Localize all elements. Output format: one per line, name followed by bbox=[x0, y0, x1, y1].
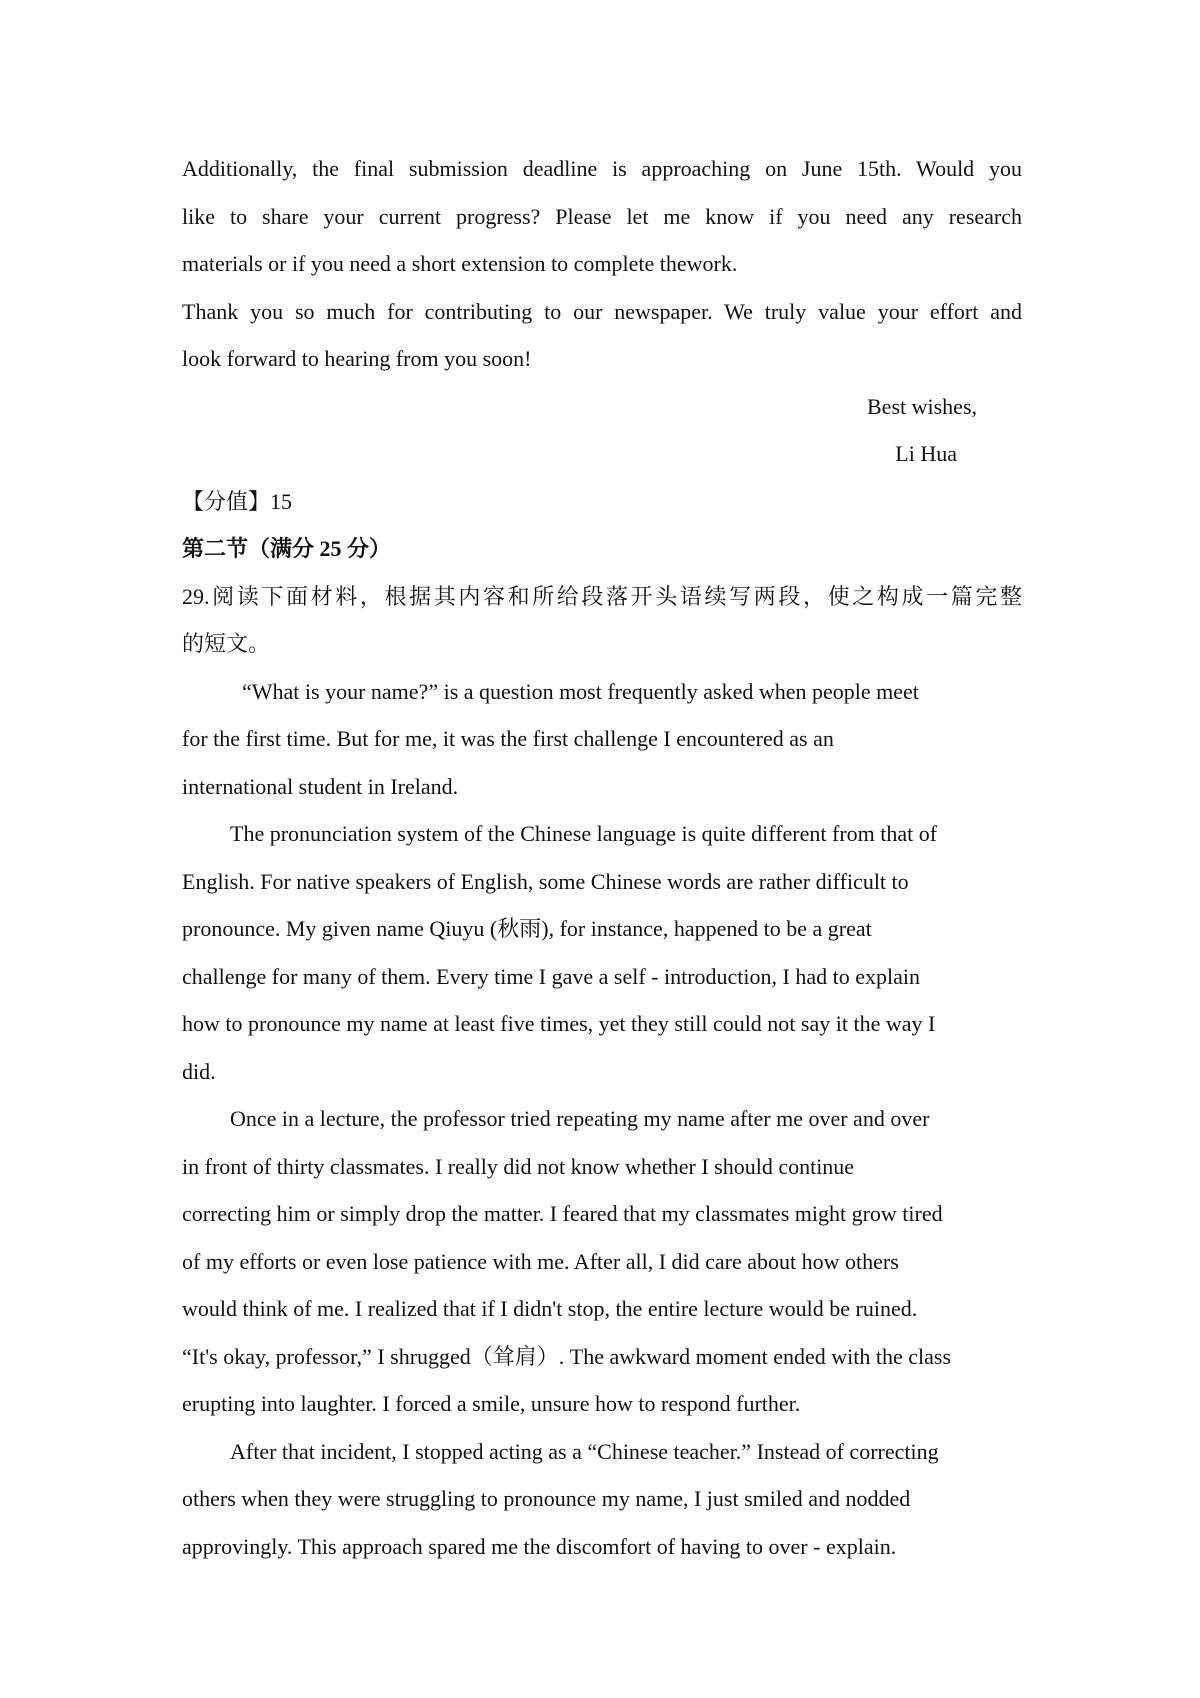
story-paragraph-4 bbox=[182, 1428, 1022, 1571]
text-line: Thank you so much for contributing to our newspaper. We truly value your effort and bbox=[182, 298, 1022, 324]
text-line: others when they were struggling to pronounce my name, I just smiled and nodded bbox=[182, 1486, 911, 1511]
text-line: in front of thirty classmates. I really did not know whether I should continue bbox=[182, 1153, 855, 1179]
text-line: look forward to hearing from you soon! bbox=[182, 346, 532, 371]
text-line: The pronunciation system of the Chinese language is quite different from that of bbox=[230, 821, 938, 846]
text-line: 的短文。 bbox=[182, 631, 271, 656]
text-line: materials or if you need a short extension to complete thework. bbox=[182, 251, 738, 276]
text-line: how to pronounce my name at least five times, yet they still could not say it the way I bbox=[182, 1011, 936, 1036]
text-line: like to share your current progress? Please let me know if you need any research bbox=[182, 203, 1022, 229]
text-line: for the first time. But for me, it was the first challenge I encountered as an bbox=[182, 726, 834, 751]
text-line: international student in Ireland. bbox=[182, 773, 459, 799]
text-line: Additionally, the final submission deadline is approaching on June 15th. Would you bbox=[182, 156, 1022, 181]
letter-signature: Li Hua bbox=[895, 441, 957, 466]
story-paragraph-2 bbox=[182, 810, 1022, 1095]
text-line: would think of me. I realized that if I didn't stop, the entire lecture would be ruined. bbox=[182, 1296, 918, 1321]
question-prompt bbox=[182, 573, 1022, 668]
story-paragraph-3 bbox=[182, 1095, 1022, 1428]
document-page bbox=[182, 145, 1022, 1570]
text-line: correcting him or simply drop the matter. I feared that my classmates might grow tired bbox=[182, 1201, 943, 1226]
story-paragraph-1 bbox=[182, 668, 1022, 811]
text-line: English. For native speakers of English, some Chinese words are rather difficult to bbox=[182, 868, 909, 894]
text-line: “What is your name?” is a question most frequently asked when people meet bbox=[242, 678, 919, 704]
text-line: Once in a lecture, the professor tried repeating my name after me over and over bbox=[230, 1106, 930, 1131]
text-line: challenge for many of them. Every time I gave a self - introduction, I had to explain bbox=[182, 963, 920, 989]
text-line: pronounce. My given name Qiuyu (秋雨), for instance, happened to be a great bbox=[182, 916, 872, 941]
letter-paragraph-thanks bbox=[182, 288, 1022, 383]
score-line: 【分值】15 bbox=[182, 488, 293, 514]
text-line: approvingly. This approach spared me the discomfort of having to over - explain. bbox=[182, 1533, 897, 1559]
text-line: did. bbox=[182, 1058, 216, 1084]
text-line: 29.阅读下面材料，根据其内容和所给段落开头语续写两段，使之构成一篇完整 bbox=[182, 583, 1022, 609]
text-line: erupting into laughter. I forced a smile, unsure how to respond further. bbox=[182, 1391, 801, 1416]
text-line: of my efforts or even lose patience with me. After all, I did care about how others bbox=[182, 1248, 899, 1274]
letter-closing: Best wishes, bbox=[867, 393, 977, 419]
text-line: “It's okay, professor,” I shrugged（耸肩）. The awkward moment ended with the class bbox=[182, 1343, 952, 1369]
section-heading: 第二节（满分 25 分） bbox=[182, 536, 392, 561]
text-line: After that incident, I stopped acting as a “Chinese teacher.” Instead of correcting bbox=[230, 1438, 939, 1464]
letter-paragraph-deadline bbox=[182, 145, 1022, 288]
